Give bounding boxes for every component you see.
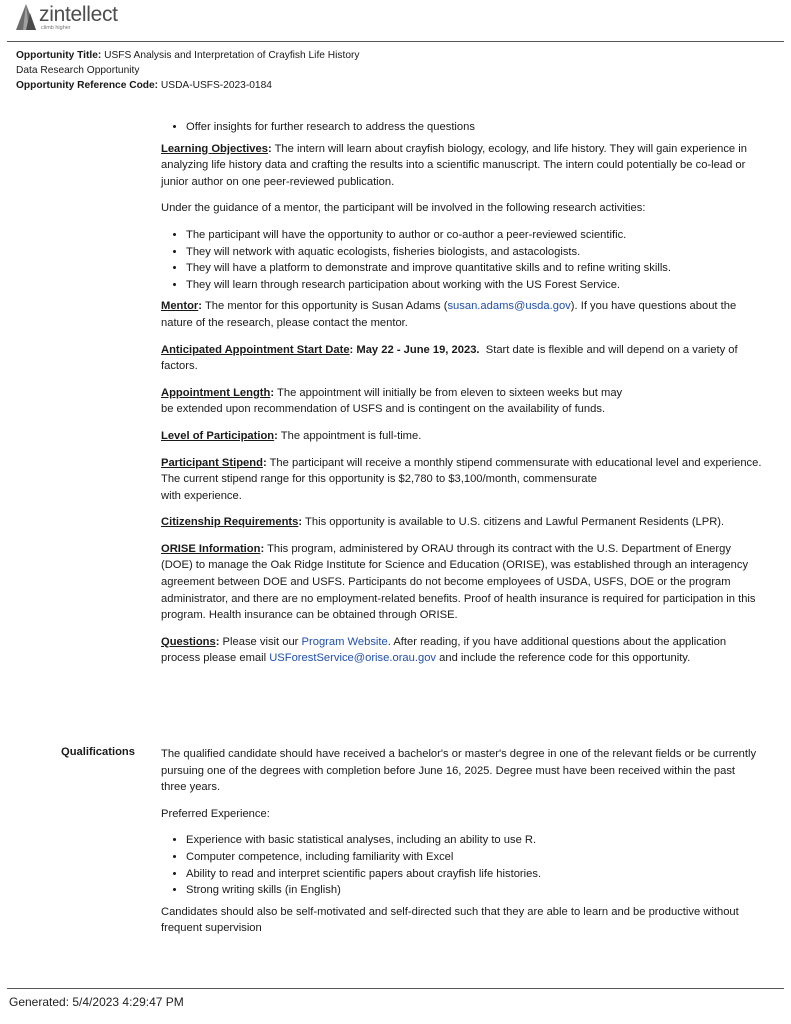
learning-objectives-text: The intern will learn about crayfish biology, ecology, and life history. They will gain experience in analyzing life history data and crafting the results into a scientific manuscript. The intern could potentially be co-lead or junior author on one peer-reviewed publication.	[161, 142, 747, 188]
participation-text: The appointment is full-time.	[280, 429, 422, 442]
zintellect-mountain-icon	[16, 4, 36, 30]
opportunity-title-label: Opportunity Title:	[16, 50, 102, 61]
footer-divider	[7, 988, 784, 989]
appointment-length-label: Appointment Length	[161, 386, 271, 399]
mentor-text-post: ). If you have questions about the nature of the research, please contact the mentor.	[161, 300, 737, 329]
stipend-line2: with experience.	[161, 489, 242, 502]
preferred-experience-label: Preferred Experience:	[161, 807, 270, 820]
learning-objectives-section: Learning Objectives: The intern will learn about crayfish biology, ecology, and life history. They will gain experience in analyzing life history data and crafting the results into a scientific manuscript. The intern could potentially be co-lead or junior author on one peer-reviewed publication.	[161, 142, 747, 188]
citizenship-section: Citizenship Requirements: This opportunity is available to U.S. citizens and Lawful Permanent Residents (LPR).	[161, 516, 725, 529]
qualifications-label: Qualifications	[61, 746, 135, 758]
mentor-section: Mentor: The mentor for this opportunity is Susan Adams (susan.adams@usda.gov). If you have questions about the nature of the research, please contact the mentor.	[161, 300, 737, 329]
mentor-label: Mentor	[161, 300, 199, 313]
questions-post: and include the reference code for this opportunity.	[439, 652, 691, 665]
list-item: • Ability to read and interpret scientific papers about crayfish life histories.	[186, 866, 763, 883]
opportunity-ref-code: USDA-USFS-2023-0184	[160, 80, 272, 91]
guidance-text: Under the guidance of a mentor, the participant will be involved in the following research activities:	[161, 202, 646, 215]
participation-label: Level of Participation	[161, 429, 275, 442]
orise-section: ORISE Information: This program, administered by ORAU through its contract with the U.S. Department of Energy (DOE) to manage the Oak Ridge Institute for Science and Education (ORISE), was established through an interagency agreement between DOE and USFS. Participants do not become employees of USDA, USFS, DOE or the program administrator, and there are no employment-related benefits. Proof of health insurance is required for participation in this program. Health insurance can be obtained through ORISE.	[161, 542, 756, 622]
opportunity-title-line	[16, 48, 359, 63]
learning-objectives-label: Learning Objectives	[161, 142, 268, 155]
questions-pre: Please visit our	[222, 635, 299, 648]
logo-tagline: climb higher	[41, 25, 71, 31]
opportunity-title: USFS Analysis and Interpretation of Crayfish Life History	[104, 50, 360, 61]
opportunity-title-cont: Data Research Opportunity	[16, 65, 140, 76]
list-item: • Offer insights for further research to address the questions	[186, 119, 763, 136]
participation-section: Level of Participation: The appointment is full-time.	[161, 429, 422, 442]
start-date-text: Start date is flexible and will depend on a variety of factors.	[161, 343, 738, 373]
questions-section: Questions: Please visit our Program Website. After reading, if you have additional questions about the application process please email USForestService@orise.orau.gov and include the reference code for this opportunity.	[161, 635, 727, 665]
activities-list	[161, 227, 763, 293]
questions-mid: . After reading, if you have additional questions about the application process please email	[161, 635, 727, 665]
citizenship-text: This opportunity is available to U.S. citizens and Lawful Permanent Residents (LPR).	[305, 516, 725, 529]
header-divider	[7, 41, 784, 42]
mentor-text-pre: The mentor for this opportunity is Susan Adams (	[204, 300, 448, 313]
list-item: • They will have a platform to demonstrate and improve quantitative skills and to refine writing skills.	[186, 260, 763, 277]
logo-wordmark: zintellect	[39, 3, 118, 26]
qualifications-intro: The qualified candidate should have received a bachelor's or master's degree in one of the relevant fields or be currently pursuing one of the degrees with completion before June 16, 2025. Degree must have been received within the past three years.	[161, 748, 757, 794]
list-item: • Strong writing skills (in English)	[186, 882, 763, 899]
start-date-label: Anticipated Appointment Start Date	[161, 343, 350, 356]
list-item: • They will network with aquatic ecologists, fisheries biologists, and astacologists.	[186, 244, 763, 261]
preferred-experience-list	[161, 832, 763, 898]
stipend-label: Participant Stipend	[161, 456, 263, 469]
questions-label: Questions	[161, 635, 216, 648]
qualifications-closing: Candidates should also be self-motivated and self-directed such that they are able to learn and be productive without frequent supervision	[161, 905, 739, 935]
zintellect-logo[interactable]	[16, 2, 126, 36]
appointment-length-line2: be extended upon recommendation of USFS and is contingent on the availability of funds.	[161, 403, 606, 416]
stipend-line1: The participant will receive a monthly stipend commensurate with educational level and experience. The current stipend range for this opportunity is $2,780 to $3,100/month, commensurate	[161, 456, 762, 486]
start-date-section: Anticipated Appointment Start Date: May 22 - June 19, 2023. Start date is flexible and will depend on a variety of factors.	[161, 343, 738, 373]
appointment-length-line1: The appointment will initially be from eleven to sixteen weeks but may	[277, 386, 623, 399]
opportunity-ref-label: Opportunity Reference Code:	[16, 80, 159, 91]
list-item: • Experience with basic statistical analyses, including an ability to use R.	[186, 832, 763, 849]
orise-email-link[interactable]: USForestService@orise.orau.gov	[269, 652, 437, 665]
list-item: • The participant will have the opportunity to author or co-author a peer-reviewed scientific.	[186, 227, 763, 244]
mentor-email-link[interactable]: susan.adams@usda.gov	[447, 300, 571, 313]
orise-label: ORISE Information	[161, 542, 261, 555]
citizenship-label: Citizenship Requirements	[161, 516, 299, 529]
insights-list	[161, 119, 763, 136]
opportunity-meta	[16, 48, 359, 93]
program-website-link[interactable]: Program Website	[301, 635, 388, 648]
start-dates: May 22 - June 19, 2023.	[356, 343, 480, 356]
stipend-section: Participant Stipend: The participant will receive a monthly stipend commensurate with educational level and experience. The current stipend range for this opportunity is $2,780 to $3,100/month, commensurate with experience.	[161, 456, 762, 502]
opportunity-ref-line	[16, 78, 359, 93]
qualifications-body	[161, 746, 763, 947]
description-body	[161, 119, 763, 677]
list-item: • They will learn through research participation about working with the US Forest Service.	[186, 277, 763, 294]
page-header	[0, 0, 791, 42]
generated-timestamp: Generated: 5/4/2023 4:29:47 PM	[9, 995, 184, 1009]
list-item: • Computer competence, including familiarity with Excel	[186, 849, 763, 866]
orise-text: This program, administered by ORAU through its contract with the U.S. Department of Energy (DOE) to manage the Oak Ridge Institute for Science and Education (ORISE), was established through an interagency agreement between DOE and USFS. Participants do not become employees of USDA, USFS, DOE or the program administrator, and there are no employment-related benefits. Proof of health insurance is required for participation in this program. Health insurance can be obtained through ORISE.	[161, 542, 756, 622]
appointment-length-section: Appointment Length: The appointment will initially be from eleven to sixteen weeks but may be extended upon recommendation of USFS and is contingent on the availability of funds.	[161, 386, 623, 416]
